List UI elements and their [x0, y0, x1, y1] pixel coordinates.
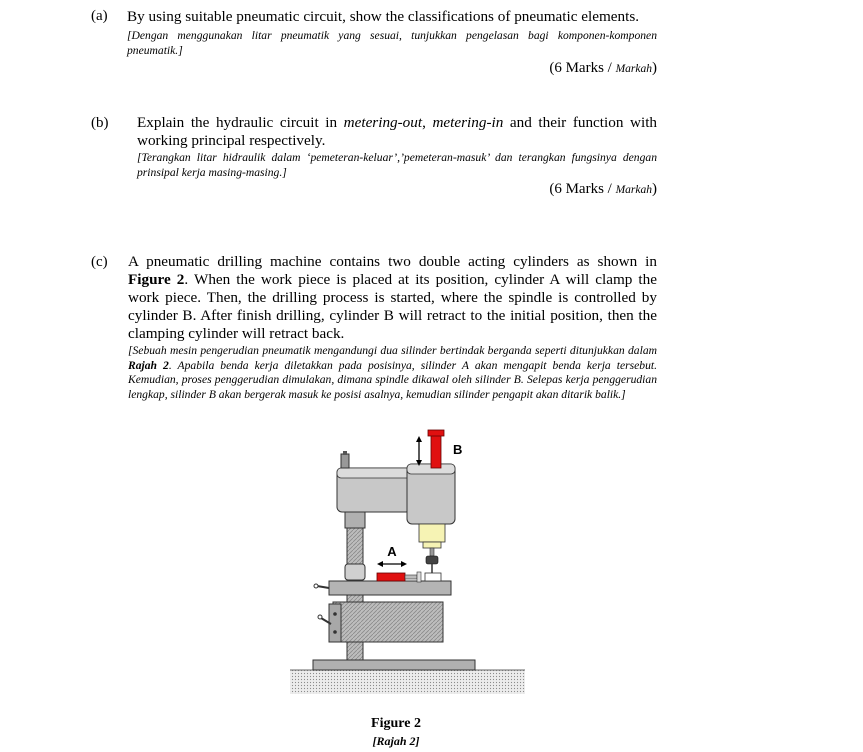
question-a-label: (a)	[91, 8, 108, 24]
cylinder-a	[377, 573, 405, 581]
column-collar	[345, 564, 365, 580]
question-a-malay: [Dengan menggunakan litar pneumatik yang sesuai, tunjukkan pengelasan bagi komponen-komponen pneumatik.]	[127, 29, 657, 57]
arm-column-joint	[345, 512, 365, 528]
drill-chuck	[426, 556, 438, 564]
workpiece	[425, 573, 441, 581]
spindle-holder	[419, 524, 445, 542]
question-a-text: By using suitable pneumatic circuit, show the classifications of pneumatic elements.	[127, 8, 640, 25]
drilling-machine-figure	[285, 426, 535, 706]
arm-knob	[341, 454, 349, 468]
base-plate	[313, 660, 475, 670]
work-table	[329, 581, 451, 595]
question-b-malay: [Terangkan litar hidraulik dalam ‘pemeteran-keluar’,’pemeteran-masuk’ dan terangkan fungsinya dengan prinsipal kerja masing-masing.]	[137, 151, 657, 179]
cylinder-b-label: B	[453, 442, 463, 457]
question-a-marks: (6 Marks / Markah)	[549, 60, 657, 76]
question-c-label: (c)	[91, 254, 108, 270]
spindle	[430, 548, 434, 556]
cylinder-b	[431, 434, 441, 468]
question-b-text: Explain the hydraulic circuit in metering-out, metering-in and their function with working principal respectively.	[137, 114, 658, 149]
question-b-marks: (6 Marks / Markah)	[549, 181, 657, 197]
question-c-malay: [Sebuah mesin pengerudian pneumatik mengandungi dua silinder bertindak berganda seperti ditunjukkan dalam Rajah 2. Apabila benda kerja diletakkan pada posisinya, silinder A akan mengapit benda kerja tersebut. Kemudian, proses penggerudian dimulakan, dimana spindle dikawal oleh silinder B. Selepas kerja penggerudian lengkap, silinder B akan bergerak masuk ke posisi asalnya, kemudian silinder pengapit akan ditarik balik.]	[128, 344, 657, 401]
table-lever	[317, 586, 329, 588]
lower-table	[333, 602, 443, 642]
question-c-text: A pneumatic drilling machine contains two double acting cylinders as shown in Figure 2. When the work piece is placed at its position, cylinder A will clamp the work piece. Then, the drilling process is started, where the spindle is controlled by cylinder B. After finish drilling, cylinder B will retract to the initial position, then the clamping cylinder will retract back.	[128, 253, 657, 342]
figure-caption: Figure 2	[371, 716, 421, 731]
cylinder-a-label: A	[387, 544, 397, 559]
figure-caption-malay: [Rajah 2]	[372, 734, 420, 748]
ground	[290, 670, 525, 694]
question-b-label: (b)	[91, 115, 109, 131]
cylinder-a-rod	[405, 575, 417, 579]
